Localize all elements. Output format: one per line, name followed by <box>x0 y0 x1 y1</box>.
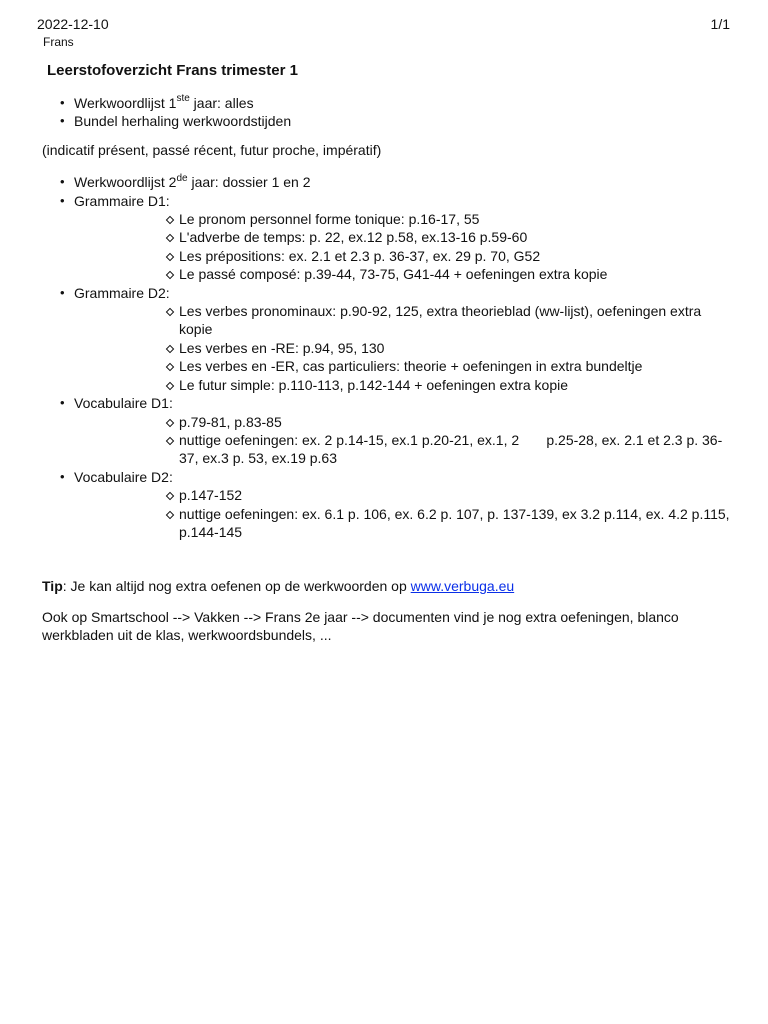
sublist-item: Le passé composé: p.39-44, 73-75, G41-44 + oefeningen extra kopie <box>179 265 732 283</box>
sublist-item: nuttige oefeningen: ex. 6.1 p. 106, ex. 6.2 p. 107, p. 137-139, ex 3.2 p.114, ex. 4.2 p.115, p.144-145 <box>179 505 732 542</box>
document-title: Leerstofoverzicht Frans trimester 1 <box>47 62 298 79</box>
list-item-text: jaar: alles <box>189 95 254 111</box>
tip-text: : Je kan altijd nog extra oefenen op de werkwoorden op <box>62 578 411 595</box>
smartschool-paragraph: Ook op Smartschool --> Vakken --> Frans 2e jaar --> documenten vind je nog extra oefeningen, blanco werkbladen uit de klas, werkwoordsbundels, ... <box>42 608 679 644</box>
header-date: 2022-12-10 <box>37 16 109 32</box>
section-grammaire-d2 <box>74 284 732 394</box>
verbuga-link[interactable]: www.verbuga.eu <box>410 578 515 595</box>
first-list <box>42 94 732 131</box>
sublist <box>74 486 732 541</box>
sublist-item: nuttige oefeningen: ex. 2 p.14-15, ex.1 p.20-21, ex.1, 2 p.25-28, ex. 2.1 et 2.3 p. 36-37, ex.3 p. 53, ex.19 p.63 <box>179 431 732 468</box>
tip-label: Tip <box>42 578 63 595</box>
section-label: Vocabulaire D2: <box>74 468 173 485</box>
sublist-item: Le futur simple: p.110-113, p.142-144 + oefeningen extra kopie <box>179 376 732 394</box>
sublist-item: Le pronom personnel forme tonique: p.16-17, 55 <box>179 210 732 228</box>
sublist-item: Les prépositions: ex. 2.1 et 2.3 p. 36-37, ex. 29 p. 70, G52 <box>179 247 732 265</box>
list-item-text: Werkwoordlijst 2 <box>74 174 177 191</box>
list-item <box>74 94 732 112</box>
tip-paragraph <box>42 577 732 595</box>
section-vocabulaire-d1 <box>74 394 732 468</box>
section-label: Grammaire D1: <box>74 192 170 209</box>
section-vocabulaire-d2 <box>74 468 732 542</box>
document-body <box>42 94 732 645</box>
list-item-text: Werkwoordlijst 1 <box>74 95 177 111</box>
list-item-text: jaar: dossier 1 en 2 <box>187 174 311 191</box>
superscript: ste <box>176 93 190 105</box>
section-label: Grammaire D2: <box>74 284 170 301</box>
tenses-note: (indicatif présent, passé récent, futur proche, impératif) <box>42 141 382 158</box>
sublist-item: Les verbes en -RE: p.94, 95, 130 <box>179 339 732 357</box>
section-label: Vocabulaire D1: <box>74 395 173 412</box>
superscript: de <box>176 172 188 184</box>
sublist <box>74 210 732 284</box>
sublist-item: p.79-81, p.83-85 <box>179 413 732 431</box>
header-subject: Frans <box>43 35 74 49</box>
section-grammaire-d1 <box>74 192 732 284</box>
sublist <box>74 413 732 468</box>
sublist-item: Les verbes en -ER, cas particuliers: theorie + oefeningen in extra bundeltje <box>179 357 732 375</box>
list-item: • Bundel herhaling werkwoordstijden <box>74 112 732 130</box>
sublist <box>74 302 732 394</box>
sublist-item: L'adverbe de temps: p. 22, ex.12 p.58, ex.13-16 p.59-60 <box>179 228 732 246</box>
sublist-item: p.147-152 <box>179 486 732 504</box>
header-page-number: 1/1 <box>710 16 730 32</box>
list-item <box>74 173 732 191</box>
sublist-item: Les verbes pronominaux: p.90-92, 125, extra theorieblad (ww-lijst), oefeningen extra kopie <box>179 302 732 339</box>
second-list <box>42 173 732 541</box>
